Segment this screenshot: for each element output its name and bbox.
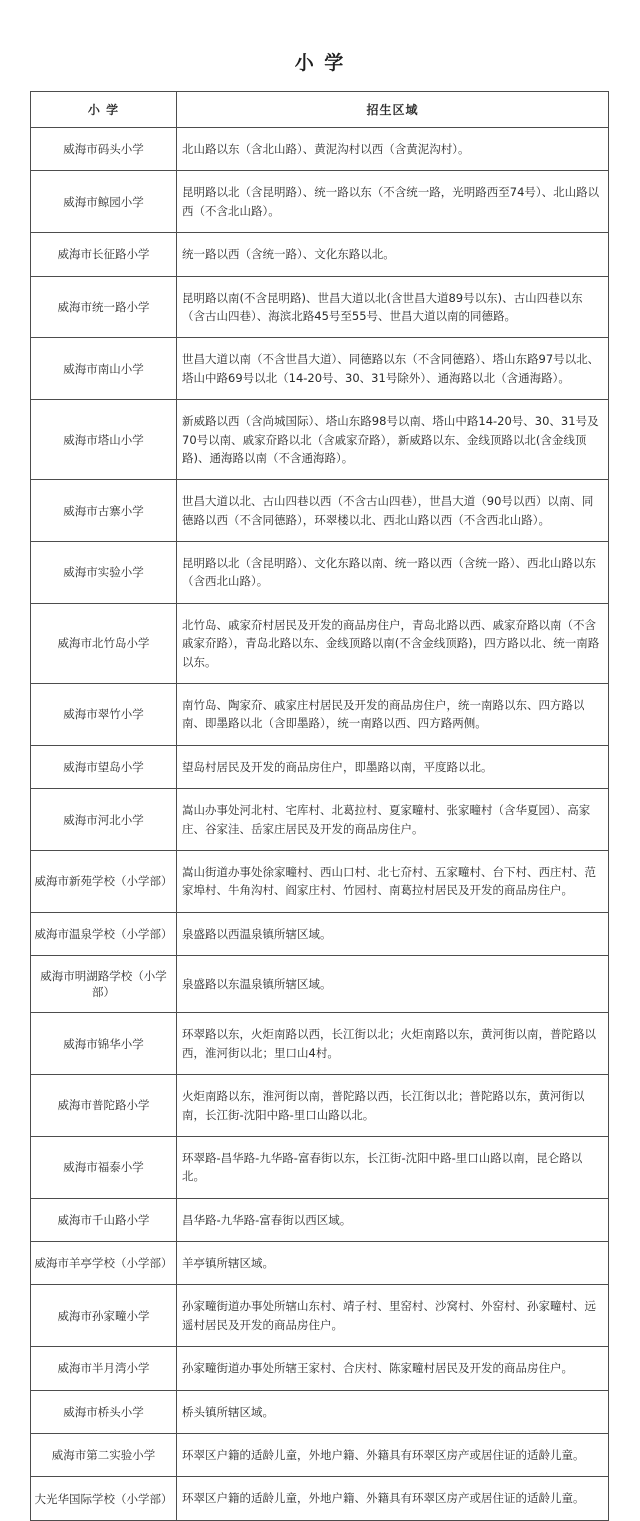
district-cell: 泉盛路以东温泉镇所辖区域。 xyxy=(177,956,609,1013)
district-cell: 望岛村居民及开发的商品房住户，即墨路以南，平度路以北。 xyxy=(177,745,609,788)
district-cell: 羊亭镇所辖区域。 xyxy=(177,1242,609,1285)
school-name-cell: 威海市第二实验小学 xyxy=(31,1434,177,1477)
school-name-cell: 威海市南山小学 xyxy=(31,338,177,400)
school-name-cell: 威海市塔山小学 xyxy=(31,400,177,480)
table-row xyxy=(31,338,609,400)
table-header xyxy=(31,92,609,128)
school-name-cell: 威海市鲸园小学 xyxy=(31,171,177,233)
district-cell: 北山路以东（含北山路）、黄泥沟村以西（含黄泥沟村）。 xyxy=(177,128,609,171)
district-cell: 火炬南路以东，淮河街以南，普陀路以西，长江街以北；普陀路以东，黄河街以南，长江街-沈阳中路-里口山路以北。 xyxy=(177,1075,609,1137)
table-row xyxy=(31,1390,609,1433)
district-cell: 世昌大道以北、古山四巷以西（不含古山四巷），世昌大道（90号以西）以南、同德路以西（不含同德路），环翠楼以北、西北山路以西（不含西北山路）。 xyxy=(177,480,609,542)
district-cell: 南竹岛、陶家夼、戚家庄村居民及开发的商品房住户，统一南路以东、四方路以南、即墨路以北（含即墨路），统一南路以西、四方路两侧。 xyxy=(177,684,609,746)
table-row xyxy=(31,400,609,480)
table-row xyxy=(31,789,609,851)
page-title: 小 学 xyxy=(294,52,346,74)
table-row xyxy=(31,1477,609,1520)
district-cell: 环翠区户籍的适龄儿童，外地户籍、外籍具有环翠区房产或居住证的适龄儿童。 xyxy=(177,1434,609,1477)
district-cell: 昆明路以北（含昆明路）、文化东路以南、统一路以西（含统一路）、西北山路以东（含西北山路）。 xyxy=(177,542,609,604)
district-cell: 昌华路-九华路-富春街以西区域。 xyxy=(177,1198,609,1241)
district-cell: 昆明路以南(不含昆明路)、世昌大道以北(含世昌大道89号以东)、古山四巷以东（含古山四巷）、海滨北路45号至55号、世昌大道以南的同德路。 xyxy=(177,276,609,338)
school-name-cell: 威海市半月湾小学 xyxy=(31,1347,177,1390)
header-district-column: 招生区域 xyxy=(177,92,609,128)
school-name-cell: 威海市古寨小学 xyxy=(31,480,177,542)
district-cell: 嵩山办事处河北村、宅库村、北葛拉村、夏家疃村、张家疃村（含华夏园）、高家庄、谷家洼、岳家庄居民及开发的商品房住户。 xyxy=(177,789,609,851)
school-name-cell: 威海市温泉学校（小学部） xyxy=(31,912,177,955)
school-name-cell: 威海市实验小学 xyxy=(31,542,177,604)
district-cell: 桥头镇所辖区域。 xyxy=(177,1390,609,1433)
table-row xyxy=(31,1136,609,1198)
school-name-cell: 威海市福泰小学 xyxy=(31,1136,177,1198)
table-row xyxy=(31,603,609,683)
school-name-cell: 威海市统一路小学 xyxy=(31,276,177,338)
district-cell: 环翠区户籍的适龄儿童，外地户籍、外籍具有环翠区房产或居住证的适龄儿童。 xyxy=(177,1477,609,1520)
school-name-cell: 威海市桥头小学 xyxy=(31,1390,177,1433)
table-row xyxy=(31,850,609,912)
table-row xyxy=(31,171,609,233)
district-cell: 孙家疃街道办事处所辖王家村、合庆村、陈家疃村居民及开发的商品房住户。 xyxy=(177,1347,609,1390)
school-name-cell: 威海市千山路小学 xyxy=(31,1198,177,1241)
table-row xyxy=(31,1347,609,1390)
table-row xyxy=(31,1075,609,1137)
district-cell: 世昌大道以南（不含世昌大道）、同德路以东（不含同德路）、塔山东路97号以北、塔山中路69号以北（14-20号、30、31号除外）、通海路以北（含通海路）。 xyxy=(177,338,609,400)
table-row xyxy=(31,1434,609,1477)
school-name-cell: 威海市羊亭学校（小学部） xyxy=(31,1242,177,1285)
school-name-cell: 威海市明湖路学校（小学部） xyxy=(31,956,177,1013)
table-row xyxy=(31,1013,609,1075)
school-name-cell: 威海市望岛小学 xyxy=(31,745,177,788)
district-cell: 孙家疃街道办事处所辖山东村、靖子村、里窑村、沙窝村、外窑村、孙家疃村、远遥村居民及开发的商品房住户。 xyxy=(177,1285,609,1347)
header-school-column: 小 学 xyxy=(31,92,177,128)
header-row xyxy=(31,92,609,128)
table-row xyxy=(31,684,609,746)
table-row xyxy=(31,1285,609,1347)
school-name-cell: 威海市普陀路小学 xyxy=(31,1075,177,1137)
table-row xyxy=(31,1198,609,1241)
table-row xyxy=(31,745,609,788)
table-row xyxy=(31,480,609,542)
school-name-cell: 威海市锦华小学 xyxy=(31,1013,177,1075)
school-name-cell: 威海市码头小学 xyxy=(31,128,177,171)
school-name-cell: 威海市长征路小学 xyxy=(31,233,177,276)
school-name-cell: 大光华国际学校（小学部） xyxy=(31,1477,177,1520)
district-cell: 新威路以西（含尚城国际）、塔山东路98号以南、塔山中路14-20号、30、31号及70号以南、戚家夼路以北（含戚家夼路），新威路以东、金线顶路以北(含金线顶路)、通海路以南（不含通海路）。 xyxy=(177,400,609,480)
district-cell: 嵩山街道办事处徐家疃村、西山口村、北七夼村、五家疃村、台下村、西庄村、范家埠村、牛角沟村、阎家庄村、竹园村、南葛拉村居民及开发的商品房住户。 xyxy=(177,850,609,912)
school-name-cell: 威海市北竹岛小学 xyxy=(31,603,177,683)
table-row xyxy=(31,912,609,955)
table-body xyxy=(31,128,609,1521)
table-row xyxy=(31,1242,609,1285)
school-name-cell: 威海市孙家疃小学 xyxy=(31,1285,177,1347)
table-row xyxy=(31,128,609,171)
school-name-cell: 威海市翠竹小学 xyxy=(31,684,177,746)
district-cell: 昆明路以北（含昆明路）、统一路以东（不含统一路，光明路西至74号）、北山路以西（不含北山路）。 xyxy=(177,171,609,233)
district-cell: 北竹岛、戚家夼村居民及开发的商品房住户，青岛北路以西、戚家夼路以南（不含戚家夼路），青岛北路以东、金线顶路以南(不含金线顶路)，四方路以北、统一南路以东。 xyxy=(177,603,609,683)
district-cell: 环翠路以东，火炬南路以西，长江街以北；火炬南路以东，黄河街以南，普陀路以西，淮河街以北；里口山4村。 xyxy=(177,1013,609,1075)
table-row xyxy=(31,233,609,276)
school-name-cell: 威海市新苑学校（小学部） xyxy=(31,850,177,912)
district-cell: 环翠路-昌华路-九华路-富春街以东，长江街-沈阳中路-里口山路以南，昆仑路以北。 xyxy=(177,1136,609,1198)
table-row xyxy=(31,276,609,338)
district-cell: 泉盛路以西温泉镇所辖区域。 xyxy=(177,912,609,955)
table-row xyxy=(31,542,609,604)
schools-table xyxy=(30,91,609,1521)
district-cell: 统一路以西（含统一路）、文化东路以北。 xyxy=(177,233,609,276)
school-name-cell: 威海市河北小学 xyxy=(31,789,177,851)
table-row xyxy=(31,956,609,1013)
